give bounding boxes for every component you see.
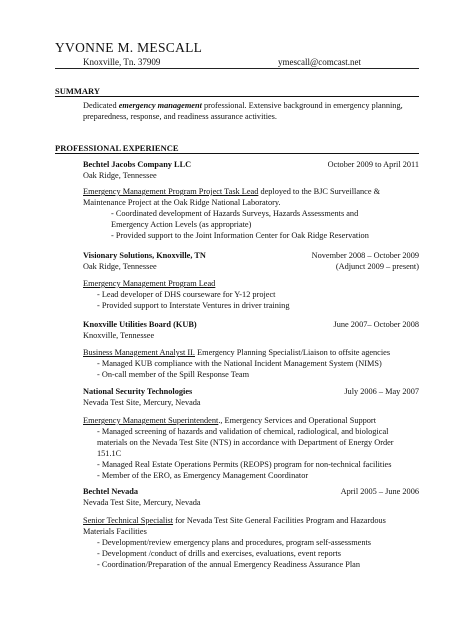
job-4-bullet-1: - Managed screening of hazards and validation of chemical, radiological, and biological xyxy=(97,427,389,436)
job-4-bullet-3: - Member of the ERO, as Emergency Management Coordinator xyxy=(97,471,309,480)
job-2-dates: November 2008 – October 2009 xyxy=(311,251,419,260)
job-1-role-line-2: Maintenance Project at the Oak Ridge National Laboratory. xyxy=(83,198,281,207)
job-5-bullet-1: - Development/review emergency plans and procedures, program self-assessments xyxy=(97,538,372,547)
job-5-dates: April 2005 – June 2006 xyxy=(340,487,419,496)
job-3-employer: Knoxville Utilities Board (KUB) xyxy=(83,320,197,329)
experience-divider xyxy=(55,153,419,154)
job-5-role-line: Senior Technical Specialist for Nevada Test Site General Facilities Program and Hazardous xyxy=(83,516,386,525)
applicant-location: Knoxville, Tn. 37909 xyxy=(83,57,161,67)
job-3-place: Knoxville, Tennessee xyxy=(83,331,155,340)
job-4-bullet-1-cont-2: 151.1C xyxy=(97,449,122,458)
job-5-employer: Bechtel Nevada xyxy=(83,487,139,496)
job-4-place: Nevada Test Site, Mercury, Nevada xyxy=(83,398,201,407)
job-2-place: Oak Ridge, Tennessee xyxy=(83,262,157,271)
job-3-bullet-2: - On-call member of the Spill Response Team xyxy=(97,370,250,379)
job-2-bullet-2: - Provided support to Interstate Ventures in driver training xyxy=(97,301,290,310)
applicant-email[interactable]: ymescall@comcast.net xyxy=(278,57,362,67)
header-divider xyxy=(55,68,419,69)
applicant-name: YVONNE M. MESCALL xyxy=(55,40,203,55)
job-1-bullet-1: - Coordinated development of Hazards Surveys, Hazards Assessments and xyxy=(111,209,359,218)
job-4-bullet-1-cont: materials on the Nevada Test Site (NTS) in accordance with Department of Energy Order xyxy=(97,438,394,447)
summary-divider xyxy=(55,96,419,97)
job-4-dates: July 2006 – May 2007 xyxy=(344,387,419,396)
job-5-bullet-2: - Development /conduct of drills and exercises, evaluations, event reports xyxy=(97,549,341,558)
experience-heading: PROFESSIONAL EXPERIENCE xyxy=(55,143,179,153)
job-1-role: Emergency Management Program Project Task Lead xyxy=(83,187,259,196)
summary-line-2: preparedness, response, and readiness assurance activities. xyxy=(83,112,277,121)
job-4-role-line: Emergency Management Superintendent., Emergency Services and Operational Support xyxy=(83,416,377,425)
job-4-role: Emergency Management Superintendent xyxy=(83,416,219,425)
job-5-role: Senior Technical Specialist xyxy=(83,516,174,525)
job-5-place: Nevada Test Site, Mercury, Nevada xyxy=(83,498,201,507)
job-2-employer: Visionary Solutions, Knoxville, TN xyxy=(83,251,206,260)
job-2-adjunct-dates: (Adjunct 2009 – present) xyxy=(335,262,419,271)
job-3-role-line: Business Management Analyst II. Emergency Planning Specialist/Liaison to offsite agencies xyxy=(83,348,391,357)
summary-heading: SUMMARY xyxy=(55,86,101,96)
summary-emphasis: emergency management xyxy=(118,101,202,110)
summary-line-1: Dedicated emergency management professional. Extensive background in emergency planning, xyxy=(83,101,403,110)
job-3-bullet-1: - Managed KUB compliance with the National Incident Management System (NIMS) xyxy=(97,359,382,368)
job-1-place: Oak Ridge, Tennessee xyxy=(83,171,157,180)
job-1-dates: October 2009 to April 2011 xyxy=(327,160,419,169)
job-1-role-line: Emergency Management Program Project Task Lead deployed to the BJC Surveillance & xyxy=(83,187,381,196)
job-4-bullet-2: - Managed Real Estate Operations Permits (REOPS) program for non-technical facilities xyxy=(97,460,392,469)
job-1-bullet-1-cont: Emergency Action Levels (as appropriate) xyxy=(111,220,252,229)
job-3-role: Business Management Analyst II. xyxy=(83,348,195,357)
job-4-employer: National Security Technologies xyxy=(83,387,193,396)
job-5-role-line-2: Materials Facilities xyxy=(83,527,147,536)
job-5-bullet-3: - Coordination/Preparation of the annual Emergency Readiness Assurance Plan xyxy=(97,560,360,569)
job-1-employer: Bechtel Jacobs Company LLC xyxy=(83,160,192,169)
job-1-bullet-2: - Provided support to the Joint Information Center for Oak Ridge Reservation xyxy=(111,231,369,240)
job-2-role: Emergency Management Program Lead xyxy=(83,279,216,288)
job-2-bullet-1: - Lead developer of DHS courseware for Y-12 project xyxy=(97,290,276,299)
job-3-dates: June 2007– October 2008 xyxy=(333,320,419,329)
